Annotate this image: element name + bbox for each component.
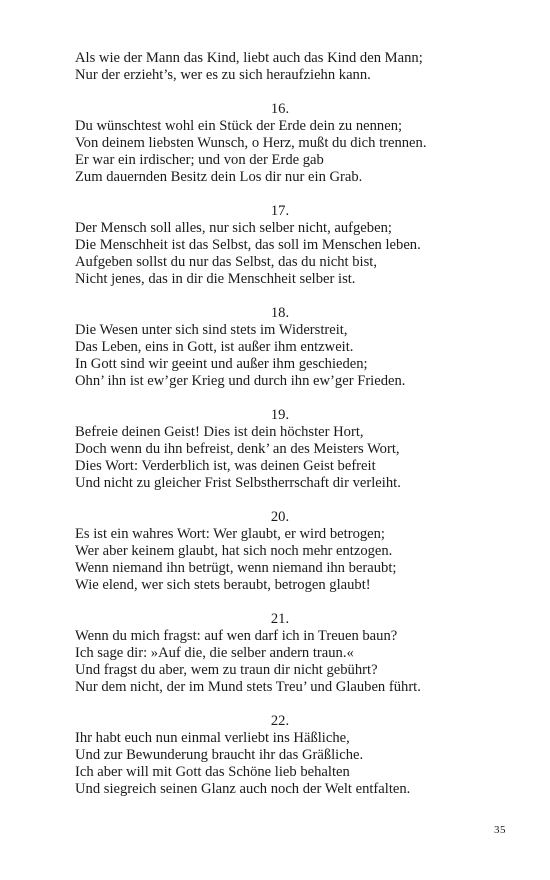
verse-line: Zum dauernden Besitz dein Los dir nur ein Grab. [75, 169, 363, 185]
stanza-22 [75, 713, 485, 798]
verse-line: Wenn niemand ihn betrügt, wenn niemand ihn beraubt; [75, 560, 397, 576]
stanza-number: 21. [270, 611, 290, 627]
verse-line: In Gott sind wir geeint und außer ihm geschieden; [75, 356, 368, 372]
stanza-18 [75, 305, 485, 390]
page-number: 35 [494, 824, 506, 836]
stanza-number: 17. [270, 203, 290, 219]
verse-line: Ich sage dir: »Auf die, die selber andern traun.« [75, 645, 354, 661]
verse-line: Doch wenn du ihn befreist, denk’ an des Meisters Wort, [75, 441, 400, 457]
verse-line: Er war ein irdischer; und von der Erde gab [75, 152, 324, 168]
verse-line: Wie elend, wer sich stets beraubt, betrogen glaubt! [75, 577, 371, 593]
verse-line: Der Mensch soll alles, nur sich selber nicht, aufgeben; [75, 220, 392, 236]
stanza-number: 22. [270, 713, 290, 729]
stanza-20 [75, 509, 485, 594]
verse-line: Dies Wort: Verderblich ist, was deinen Geist befreit [75, 458, 376, 474]
verse-line: Wenn du mich fragst: auf wen darf ich in Treuen baun? [75, 628, 398, 644]
poem-page [75, 50, 485, 815]
verse-line: Als wie der Mann das Kind, liebt auch das Kind den Mann; [75, 50, 423, 66]
stanza-number: 16. [270, 101, 290, 117]
verse-line: Und siegreich seinen Glanz auch noch der Welt entfalten. [75, 781, 411, 797]
stanza-16 [75, 101, 485, 186]
verse-line: Ohn’ ihn ist ew’ger Krieg und durch ihn ew’ger Frieden. [75, 373, 406, 389]
verse-line: Und zur Bewunderung braucht ihr das Gräßliche. [75, 747, 364, 763]
verse-line: Nur der erzieht’s, wer es zu sich heraufziehn kann. [75, 67, 371, 83]
verse-line: Befreie deinen Geist! Dies ist dein höchster Hort, [75, 424, 364, 440]
verse-line: Und fragst du aber, wem zu traun dir nicht gebührt? [75, 662, 378, 678]
verse-line: Nicht jenes, das in dir die Menschheit selber ist. [75, 271, 356, 287]
stanza-number: 18. [270, 305, 290, 321]
stanza-19 [75, 407, 485, 492]
stanza-21 [75, 611, 485, 696]
verse-line: Die Wesen unter sich sind stets im Widerstreit, [75, 322, 348, 338]
stanza-number: 19. [270, 407, 290, 423]
verse-line: Nur dem nicht, der im Mund stets Treu’ und Glauben führt. [75, 679, 421, 695]
stanza-17 [75, 203, 485, 288]
verse-line: Ich aber will mit Gott das Schöne lieb behalten [75, 764, 350, 780]
verse-line: Ihr habt euch nun einmal verliebt ins Häßliche, [75, 730, 350, 746]
stanza-number: 20. [270, 509, 290, 525]
verse-line: Du wünschtest wohl ein Stück der Erde dein zu nennen; [75, 118, 403, 134]
opening-stanza [75, 50, 485, 84]
verse-line: Die Menschheit ist das Selbst, das soll im Menschen leben. [75, 237, 421, 253]
verse-line: Und nicht zu gleicher Frist Selbstherrschaft dir verleiht. [75, 475, 401, 491]
verse-line: Von deinem liebsten Wunsch, o Herz, mußt du dich trennen. [75, 135, 427, 151]
verse-line: Aufgeben sollst du nur das Selbst, das du nicht bist, [75, 254, 377, 270]
verse-line: Wer aber keinem glaubt, hat sich noch mehr entzogen. [75, 543, 393, 559]
verse-line: Es ist ein wahres Wort: Wer glaubt, er wird betrogen; [75, 526, 385, 542]
verse-line: Das Leben, eins in Gott, ist außer ihm entzweit. [75, 339, 354, 355]
